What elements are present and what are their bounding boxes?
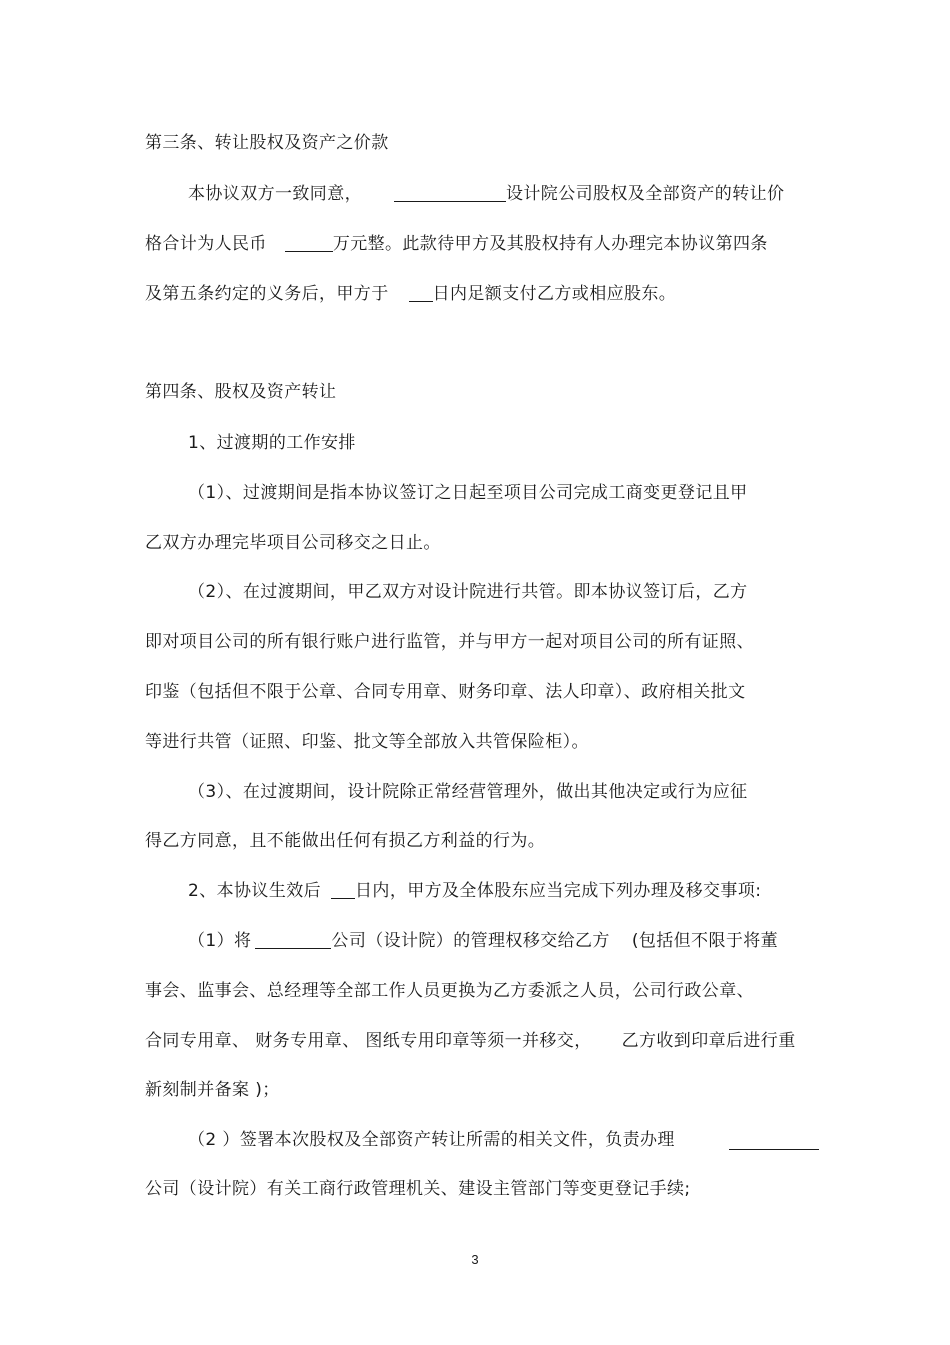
article-3-line-2 bbox=[145, 232, 768, 256]
clause-1-3-line-1: （3）、在过渡期间，设计院除正常经营管理外，做出其他决定或行为应征 bbox=[188, 782, 748, 802]
clause-2-2-line-1: （2 ）签署本次股权及全部资产转让所需的相关文件，负责办理 bbox=[188, 1130, 675, 1150]
article-3-line-3-text-b: 日内足额支付乙方或相应股东。 bbox=[432, 284, 677, 304]
blank-field bbox=[255, 930, 331, 949]
clause-2-1-line-4: 新刻制并备案 )； bbox=[145, 1080, 280, 1100]
clause-2-1-text-c: (包括但不限于将董 bbox=[631, 931, 779, 951]
clause-2-1-text-a: （1）将 bbox=[188, 931, 252, 951]
clause-2-1-text-f: 乙方收到印章后进行重 bbox=[621, 1031, 796, 1051]
clause-2-1-line-2: 事会、监事会、总经理等全部工作人员更换为乙方委派之人员，公司行政公章、 bbox=[145, 981, 754, 1001]
clause-1-1-line-2: 乙双方办理完毕项目公司移交之日止。 bbox=[145, 533, 441, 553]
clause-1-1-line-1: （1）、过渡期间是指本协议签订之日起至项目公司完成工商变更登记且甲 bbox=[188, 483, 748, 503]
article-3-line-1 bbox=[188, 182, 784, 206]
blank-field bbox=[729, 1131, 819, 1150]
clause-2-1-line-1 bbox=[188, 929, 778, 953]
article-3-line-1-text-b: 设计院公司股权及全部资产的转让价 bbox=[506, 184, 785, 204]
article-4-heading: 第四条、股权及资产转让 bbox=[145, 382, 337, 402]
page-number: 3 bbox=[471, 1252, 479, 1267]
section-2-text-b: 日内，甲方及全体股东应当完成下列办理及移交事项: bbox=[355, 881, 762, 901]
section-2-heading bbox=[188, 879, 761, 903]
article-3-heading: 第三条、转让股权及资产之价款 bbox=[145, 133, 389, 153]
blank-field bbox=[285, 233, 333, 252]
clause-1-2-line-4: 等进行共管（证照、印鉴、批文等全部放入共管保险柜）。 bbox=[145, 732, 589, 752]
clause-2-1-line-3 bbox=[145, 1029, 796, 1053]
article-3-line-3 bbox=[145, 282, 676, 306]
blank-field bbox=[331, 880, 355, 899]
clause-1-2-line-2: 即对项目公司的所有银行账户进行监管，并与甲方一起对项目公司的所有证照、 bbox=[145, 632, 754, 652]
clause-1-2-line-1: （2）、在过渡期间，甲乙双方对设计院进行共管。即本协议签订后，乙方 bbox=[188, 582, 748, 602]
clause-2-1-text-b: 公司（设计院）的管理权移交给乙方 bbox=[331, 931, 610, 951]
article-3-line-2-text-b: 万元整。此款待甲方及其股权持有人办理完本协议第四条 bbox=[332, 234, 768, 254]
clause-1-2-line-3: 印鉴（包括但不限于公章、合同专用章、财务印章、法人印章）、政府相关批文 bbox=[145, 682, 746, 702]
blank-field bbox=[409, 283, 433, 302]
blank-field bbox=[394, 183, 506, 202]
clause-2-1-text-e: 合同专用章、 财务专用章、 图纸专用印章等须一并移交， bbox=[145, 1031, 592, 1051]
clause-1-3-line-2: 得乙方同意，且不能做出任何有损乙方利益的行为。 bbox=[145, 831, 546, 851]
article-3-line-2-text-a: 格合计为人民币 bbox=[145, 234, 267, 254]
section-2-text-a: 2、本协议生效后 bbox=[188, 881, 322, 901]
section-1-heading: 1、过渡期的工作安排 bbox=[188, 433, 356, 453]
clause-2-2-line-2: 公司（设计院）有关工商行政管理机关、建设主管部门等变更登记手续; bbox=[145, 1179, 691, 1199]
article-3-line-1-text-a: 本协议双方一致同意， bbox=[188, 184, 362, 204]
article-3-line-3-text-a: 及第五条约定的义务后，甲方于 bbox=[145, 284, 389, 304]
